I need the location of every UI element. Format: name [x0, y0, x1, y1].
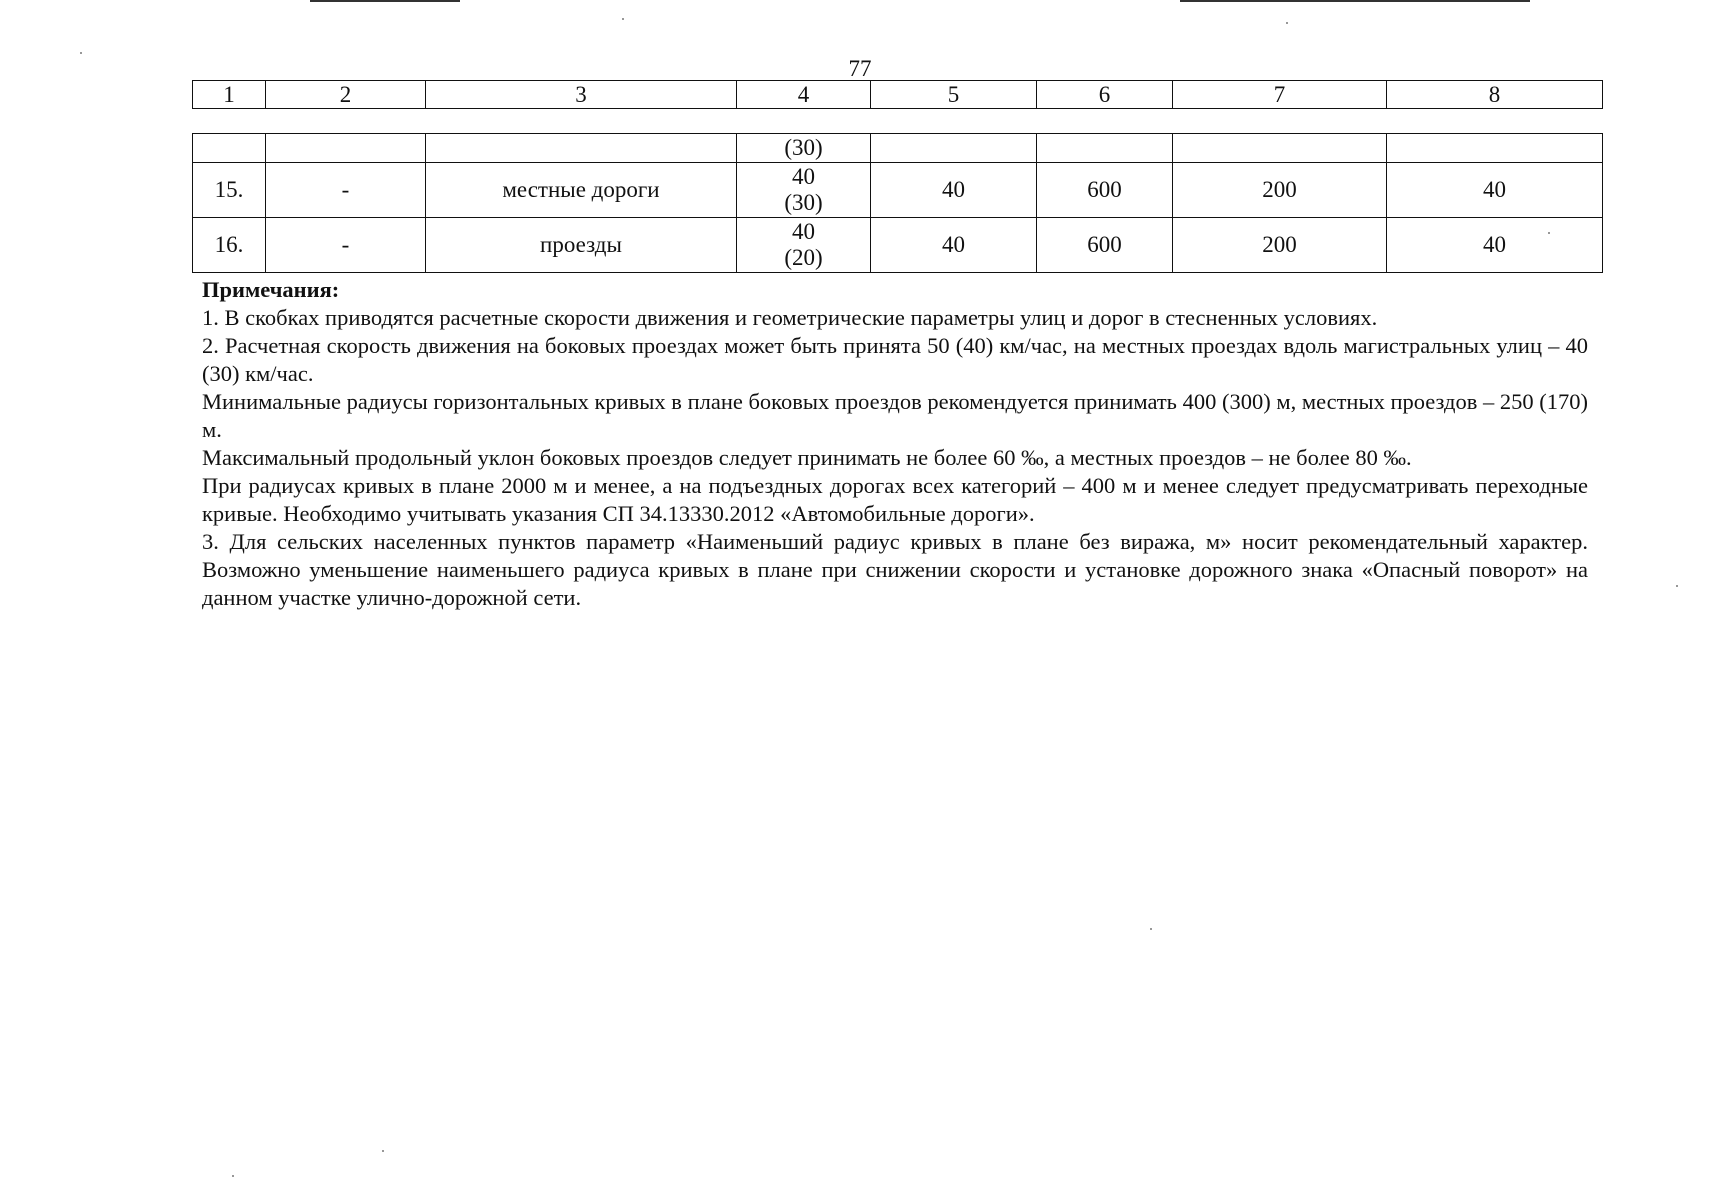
table-cell: (30): [737, 134, 871, 163]
table-cell: [871, 134, 1037, 163]
table-row-continuation: [193, 134, 1603, 163]
notes-title: Примечания:: [202, 277, 340, 302]
column-number-header: [192, 80, 1603, 109]
table-cell: [1387, 134, 1603, 163]
table-row: [193, 218, 1603, 273]
speed-restricted: (30): [784, 190, 823, 215]
speed-restricted: (20): [784, 245, 823, 270]
road-type-name: местные дороги: [426, 163, 737, 218]
table-cell: -: [266, 163, 426, 218]
scan-speck: [1150, 928, 1152, 930]
scan-speck: [232, 1175, 234, 1177]
scan-speck: [382, 1150, 384, 1152]
header-cell: 2: [266, 81, 426, 109]
table-cell: 40: [871, 163, 1037, 218]
speed-main: 40: [792, 164, 815, 189]
header-cell: 6: [1037, 81, 1173, 109]
header-row: [193, 81, 1603, 109]
table-cell: [1037, 134, 1173, 163]
scan-edge-line: [1180, 0, 1530, 2]
scan-speck: [622, 18, 624, 20]
table-cell: [426, 134, 737, 163]
table-cell: -: [266, 218, 426, 273]
note-paragraph: Максимальный продольный уклон боковых проездов следует принимать не более 60 ‰, а местных проездов – не более 80 ‰.: [202, 445, 1412, 470]
header-cell: 4: [737, 81, 871, 109]
road-parameters-table: [192, 133, 1603, 273]
notes-section: [202, 276, 1588, 612]
speed-main: 40: [792, 219, 815, 244]
road-type-name: проезды: [426, 218, 737, 273]
header-cell: 7: [1173, 81, 1387, 109]
scan-speck: [1286, 22, 1288, 24]
note-paragraph: Минимальные радиусы горизонтальных кривых в плане боковых проездов рекомендуется принимать 400 (300) м, местных проездов – 250 (170) м.: [202, 389, 1588, 442]
table-cell: 600: [1037, 218, 1173, 273]
table-row: [193, 163, 1603, 218]
table-cell: 200: [1173, 163, 1387, 218]
note-paragraph: 1. В скобках приводятся расчетные скорости движения и геометрические параметры улиц и дорог в стесненных условиях.: [202, 305, 1378, 330]
table-cell: [193, 134, 266, 163]
row-number: 16.: [193, 218, 266, 273]
header-cell: 8: [1387, 81, 1603, 109]
row-number: 15.: [193, 163, 266, 218]
scan-speck: [1676, 585, 1678, 587]
table-cell: [1173, 134, 1387, 163]
header-cell: 1: [193, 81, 266, 109]
note-paragraph: 2. Расчетная скорость движения на боковых проездах может быть принята 50 (40) км/час, на местных проездах вдоль магистральных улиц – 40 (30) км/час.: [202, 333, 1588, 386]
table-cell: 200: [1173, 218, 1387, 273]
scan-speck: [80, 52, 82, 54]
table-cell: 40: [871, 218, 1037, 273]
note-paragraph: При радиусах кривых в плане 2000 м и менее, а на подъездных дорогах всех категорий – 400 м и менее следует предусматривать переходные кривые. Необходимо учитывать указания СП 34.13330.2012 «Автомобильные дороги».: [202, 473, 1588, 526]
table-cell: 40: [1387, 218, 1603, 273]
page-number: 77: [848, 56, 872, 81]
speed-cell: [737, 163, 871, 218]
speed-cell: [737, 218, 871, 273]
note-paragraph: 3. Для сельских населенных пунктов параметр «Наименьший радиус кривых в плане без виража, м» носит рекомендательный характер. Возможно уменьшение наименьшего радиуса кривых в плане при снижении скорости и установке дорожного знака «Опасный поворот» на данном участке улично-дорожной сети.: [202, 529, 1588, 610]
table-cell: [266, 134, 426, 163]
header-cell: 3: [426, 81, 737, 109]
table-cell: 40: [1387, 163, 1603, 218]
scan-edge-line: [310, 0, 460, 2]
table-cell: 600: [1037, 163, 1173, 218]
header-cell: 5: [871, 81, 1037, 109]
